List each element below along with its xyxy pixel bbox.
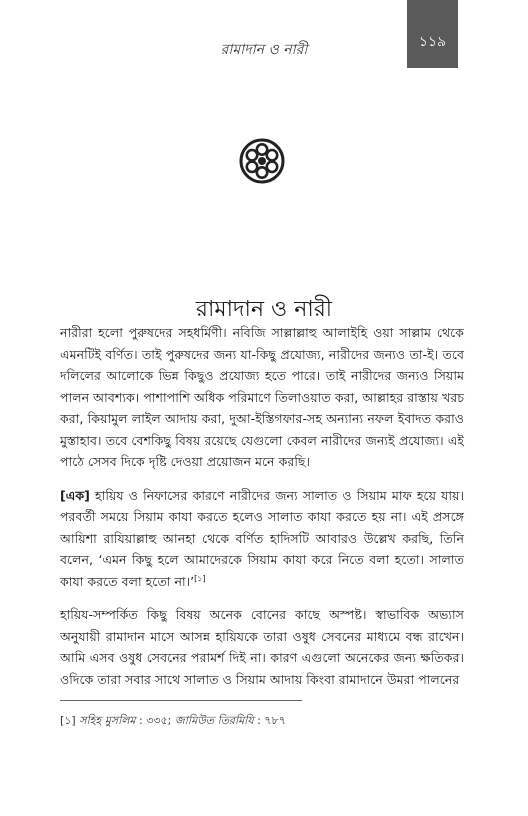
paragraph-2-text: হায়িয ও নিফাসের কারণে নারীদের জন্য সালাত ও সিয়াম মাফ হয়ে যায়। পরবর্তী সময়ে সিয়াম কাযা করতে হলেও সালাত কাযা করতে হয় না। এই প্রসঙ্গে আয়িশা রাযিয়াল্লাহু আনহা থেকে বর্ণিত হাদিসটি আবারও উল্লেখ করছি, তিনি বলেন, ‘এমন কিছু হলে আমাদেরকে সিয়াম কাযা করে নিতে বলা হতো। সালাত কাযা করতে বলা হতো না।’	[60, 487, 464, 589]
page-number-tab	[407, 0, 458, 68]
paragraph-2	[60, 485, 464, 593]
footnote-source-1: সহিহ মুসলিম	[79, 714, 136, 727]
footnote-source-2: জামিউত তিরমিযি	[174, 714, 254, 727]
chapter-title: রামাদান ও নারী	[195, 296, 333, 322]
footnote-divider	[60, 700, 302, 701]
footnote	[60, 712, 464, 731]
footnote-number-2: : ৭৮৭	[253, 714, 286, 727]
running-title: রামাদান ও নারী	[220, 42, 308, 58]
footnote-number-1: : ৩৩৫;	[135, 714, 175, 727]
footnote-ref: [১]	[60, 714, 76, 727]
page-number: ১১৯	[418, 34, 447, 50]
paragraph-3: হায়িয-সম্পর্কিত কিছু বিষয় অনেক বোনের কাছে অস্পষ্ট। স্বাভাবিক অভ্যাস অনুযায়ী রামাদান মাসে আসন্ন হায়িযকে তারা ওষুধ সেবনের মাধ্যমে বন্ধ রাখেন। আমি এসব ওষুধ সেবনের পরামর্শ দিই না। কারণ এগুলো অনেকের জন্য ক্ষতিকর। ওদিকে তারা সবার সাথে সালাত ও সিয়াম আদায় কিংবা রামাদানে উমরা পালনের	[60, 607, 464, 687]
paragraph-1: নারীরা হলো পুরুষদের সহধর্মিণী। নবিজি সাল্লাল্লাহু আলাইহি ওয়া সাল্লাম থেকে এমনটিই বর্ণিত। তাই পুরুষদের জন্য যা-কিছু প্রযোজ্য, নারীদের জন্যও তা-ই। তবে দলিলের আলোকে ভিন্ন কিছুও প্রযোজ্য হতে পারে। তাই নারীদের জন্যও সিয়াম পালন আবশ্যক। পাশাপাশি অধিক পরিমাণে তিলাওয়াত করা, আল্লাহর রাস্তায় খরচ করা, কিয়ামুল লাইল আদায় করা, দুআ-ইস্তিগফার-সহ অন্যান্য নফল ইবাদত করাও মুস্তাহাব। তবে বেশকিছু বিষয় রয়েছে যেগুলো কেবল নারীদের জন্যই প্রযোজ্য। এই পাঠে সেসব দিকে দৃষ্টি দেওয়া প্রয়োজন মনে করছি।	[60, 325, 464, 469]
body-text	[60, 322, 464, 702]
section-marker: [এক]	[60, 487, 90, 503]
footnote-reference[interactable]: [১]	[194, 573, 206, 583]
flower-ornament-icon	[238, 137, 286, 185]
